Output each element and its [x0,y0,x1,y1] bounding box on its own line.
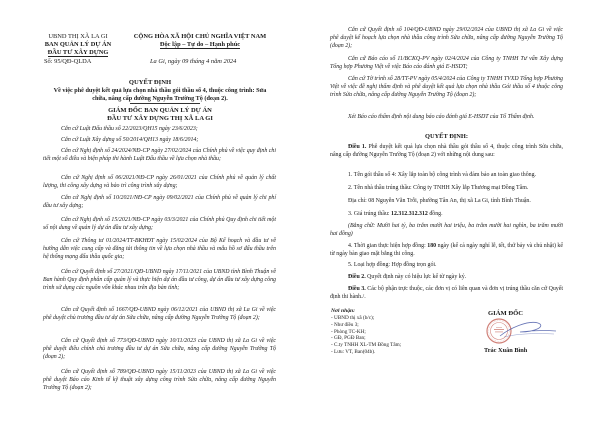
authority-line1: GIÁM ĐỐC BAN QUẢN LÝ DỰ ÁN [108,107,212,114]
issuing-authority [60,107,260,124]
article-1-text: Phê duyệt kết quả lựa chọn nhà thầu gói thầu số 4, thuộc công trình Sửa chữa, nâng cấp đường Nguyễn Trường Tộ (đoạn 2) với những nội dung sau: [330,144,563,158]
issuing-agency-block [38,33,118,58]
legal-basis: Căn cứ Quyết định số 1667/QĐ-UBND ngày 06/12/2021 của UBND thị xã La Gi về việc phê duyệt chủ trương đầu tư dự án Sửa chữa, nâng cấp đường Nguyễn Trường Tộ (đoạn 2); [43,307,276,321]
duration-rest: ngày (kể cả ngày nghỉ lễ, tết, thứ bảy và chủ nhật) kể từ ngày bàn giao mặt bằng thi công. [330,243,563,257]
article-3 [330,285,563,301]
price-in-words: (Bằng chữ: Mười hai tỷ, ba trăm mười hai triệu, ba trăm mười hai nghìn, ba trăm mười hai đồng) [330,223,563,237]
country-name: CỘNG HÒA XÃ HỘI CHỦ NGHĨA VIỆT NAM [133,33,267,40]
legal-basis: Căn cứ Luật Đấu thầu số 22/2023/QH15 ngày 23/6/2023; [61,126,198,132]
legal-basis: Căn cứ Tờ trình số 28/TT-PV ngày 05/4/2024 của Công ty TNHH TVXD Tổng hợp Phương Việt về việc đề nghị thẩm định và phê duyệt kết quả lựa chọn nhà thầu Gói thầu số 4 thuộc công trình Sửa chữa, nâng cấp đường Nguyễn Trường Tộ (đoạn 2); [330,76,563,98]
legal-basis: Căn cứ Nghị định số 24/2024/NĐ-CP ngày 27/02/2024 của Chính phủ về việc quy định chi tiết một số điều và biện pháp thi hành Luật Đấu thầu về lựa chọn nhà thầu; [43,148,276,162]
handwritten-signature-icon [498,318,558,340]
national-motto-block [130,33,270,49]
legal-basis: Xét Báo cáo thẩm định nội dung báo cáo đánh giá E-HSDT của Tổ Thẩm định. [348,114,535,120]
signer-name: Trác Xuân Bình [484,347,528,354]
agency-parent: UBND THỊ XÃ LA GI [48,33,108,40]
item-winning-price [330,210,563,218]
article-3-label: Điều 3. [348,286,366,292]
item-contract-duration [330,242,563,258]
item-contract-type: 5. Loại hợp đồng: Hợp đồng trọn gói. [348,262,437,268]
legal-basis: Căn cứ Báo cáo số 11/BCKQ-PV ngày 02/4/2024 của Công ty TNHH Tư vấn Xây dựng Tổng hợp Phương Việt về việc Báo cáo đánh giá E-HSDT; [330,56,563,70]
document-subject: Về việc phê duyệt kết quả lựa chọn nhà thầu gói thầu số 4, thuộc công trình: Sửa chữa, nâng cấp đường Nguyễn Trường Tộ (đoạn 2). [53,87,267,103]
article-2-text: Quyết định này có hiệu lực kể từ ngày ký. [365,274,467,280]
recipient-item: - Như điều 3; [331,321,359,328]
legal-basis: Căn cứ Quyết định số 789/QĐ-UBND ngày 15/11/2023 của UBND thị xã La Gi về việc phê duyệt Báo cáo Kinh tế kỹ thuật xây dựng công trình Sửa chữa, nâng cấp đường Nguyễn Trường Tộ (đoạn 2); [43,369,276,391]
recipients-list [331,315,401,356]
item-package-name: 1. Tên gói thầu số 4: Xây lắp toàn bộ công trình và đảm bảo an toàn giao thông. [348,172,537,178]
agency-name-line2: ĐẦU TƯ XÂY DỰNG [47,49,109,57]
recipient-item: - GĐ, PGĐ Ban; [331,335,366,342]
legal-basis: Căn cứ Nghị định số 06/2021/NĐ-CP ngày 26/01/2021 của Chính phủ về quản lý chất lượng, thi công xây dựng và bảo trì công trình xây dựng; [43,175,276,189]
article-2 [330,273,563,281]
legal-basis: Căn cứ Nghị định số 15/2021/NĐ-CP ngày 03/3/2021 của Chính phủ Quy định chi tiết một số nội dung về quản lý dự án đầu tư xây dựng; [43,217,276,231]
signer-title: GIÁM ĐỐC [488,310,523,317]
article-3-text: Các bộ phận trực thuộc, các đơn vị có liên quan và đơn vị trúng thầu căn cứ Quyết định thi hành./. [330,286,563,300]
article-1 [330,143,563,159]
price-label: 3. Giá trúng thầu: [348,211,392,217]
item-winning-bidder: 2. Tên nhà thầu trúng thầu: Công ty TNHH Xây lắp Thương mại Đồng Tâm. [348,185,529,191]
document-number: Số: 95/QĐ-QLDA [44,58,92,65]
agency-name-line1: BAN QUẢN LÝ DỰ ÁN [44,41,112,49]
motto-wrap [130,41,270,49]
recipients-title: Nơi nhận: [331,308,355,314]
duration-label: 4. Thời gian thực hiện hợp đồng: [348,243,428,249]
price-unit: đồng. [427,211,443,217]
decision-heading: QUYẾT ĐỊNH: [424,133,469,140]
authority-line2: ĐẦU TƯ XÂY DỰNG THỊ XÃ LA GI [107,115,213,123]
article-2-label: Điều 2. [348,274,366,280]
price-value: 12.312.312.312 [391,211,428,217]
legal-basis: Căn cứ Quyết định số 104/QĐ-UBND ngày 29/02/2024 của UBND thị xã La Gi về việc phê duyệt kế hoạch lựa chọn nhà thầu công trình Sửa chữa, nâng cấp đường Nguyễn Trường Tộ (đoạn 2); [330,27,563,49]
recipient-item: - Lưu: VT, Ban(04b). [331,348,376,355]
legal-basis: Căn cứ Luật Xây dựng số 50/2014/QH13 ngày 18/6/2014; [61,137,199,143]
national-motto: Độc lập – Tự do – Hạnh phúc [159,41,241,49]
legal-basis: Căn cứ Quyết định số 27/2021/QĐ-UBND ngày 17/11/2021 của UBND tỉnh Bình Thuận về Ban hành Quy định phân cấp quản lý và thực hiện dự án đầu tư công, dự án đầu tư xây dựng công trình sử dụng các nguồn vốn khác nhau trên địa bàn tỉnh; [43,269,276,291]
recipient-item: - Phòng TC-KH; [331,328,366,335]
duration-value: 180 [427,243,437,249]
legal-basis: Căn cứ Thông tư 01/2024/TT-BKHĐT ngày 15/02/2024 của Bộ Kế hoạch và đầu tư về hướng dẫn việc cung cấp và đăng tải thông tin về lựa chọn nhà thầu và mẫu hồ sơ đấu thầu trên hệ thống mạng đấu thầu quốc gia; [43,238,276,260]
legal-basis: Căn cứ Quyết định số 773/QĐ-UBND ngày 10/11/2023 của UBND thị xã La Gi về việc phê duyệt điều chỉnh chủ trương đầu tư dự án Sửa chữa, nâng cấp đường Nguyễn Trường Tộ (đoạn 2); [43,338,276,360]
document-date: La Gi, ngày 09 tháng 4 năm 2024 [150,58,237,65]
document-title: QUYẾT ĐỊNH [128,79,172,86]
agency-name-line2-wrap [38,49,118,57]
separator-line [130,103,200,104]
article-1-label: Điều 1. [348,144,367,150]
recipient-item: - UBND thị xã (b/c); [331,315,375,321]
item-bidder-address: Địa chỉ: 08 Nguyễn Văn Trỗi, phường Tân An, thị xã La Gi, tỉnh Bình Thuận. [348,198,531,204]
legal-basis: Căn cứ Nghị định số 10/2021/NĐ-CP ngày 09/02/2021 của Chính phủ về quản lý chi phí đầu tư xây dựng; [43,195,276,209]
recipient-item: - C.ty TNHH XL-TM Đồng Tâm; [331,342,402,349]
